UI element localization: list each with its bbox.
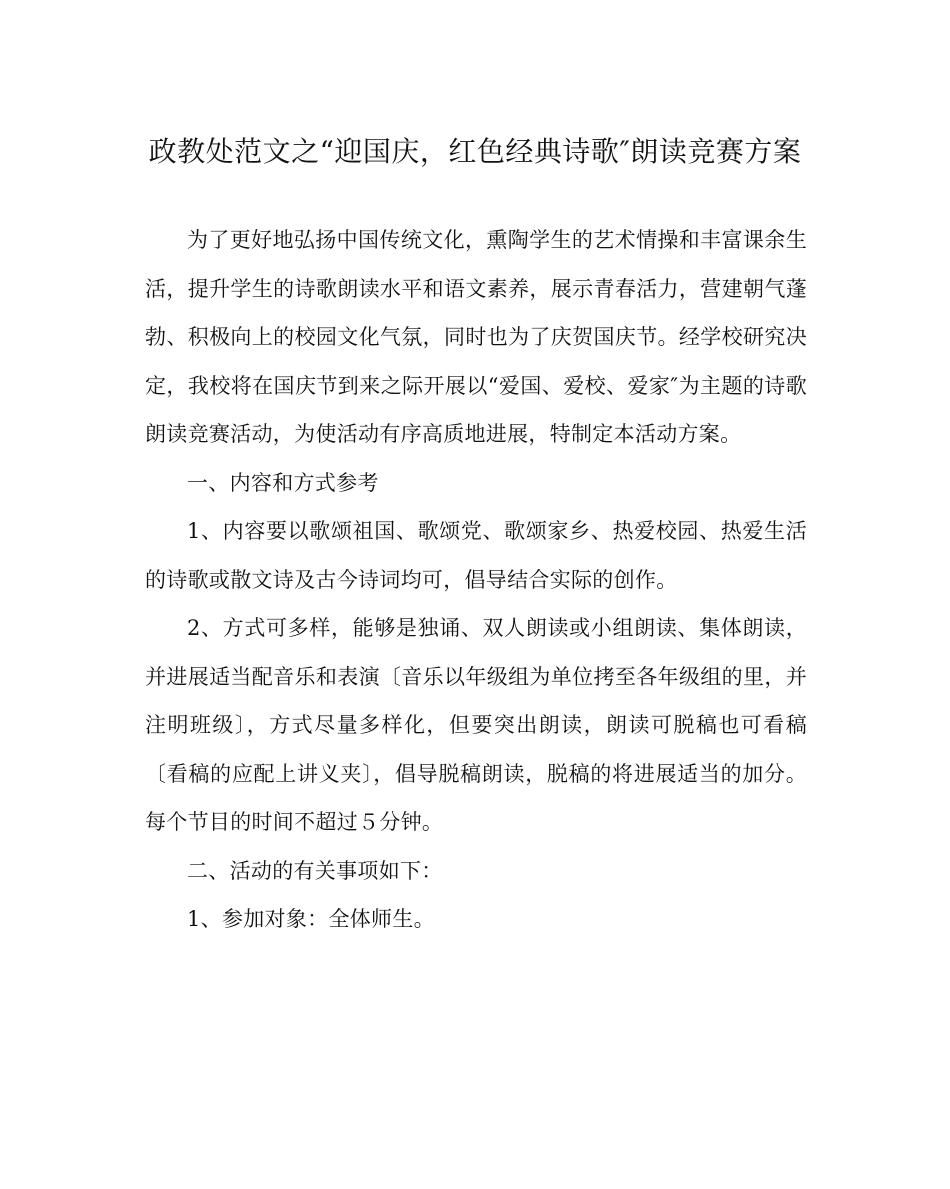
- intro-paragraph: 为了更好地弘扬中国传统文化，熏陶学生的艺术情操和丰富课余生活，提升学生的诗歌朗读水平和语文素养，展示青春活力，营建朝气蓬勃、积极向上的校园文化气氛，同时也为了庆贺国庆节。经学校研究决定，我校将在国庆节到来之际开展以“爱国、爱校、爱家″为主题的诗歌朗读竞赛活动，为使活动有序高质地进展，特制定本活动方案。: [145, 228, 807, 446]
- format-requirement-paragraph: 2、方式可多样，能够是独诵、双人朗读或小组朗读、集体朗读，并进展适当配音乐和表演〔音乐以年级组为单位拷至各年级组的里，并注明班级〕，方式尽量多样化，但要突出朗读，朗读可脱稿也可看稿〔看稿的应配上讲义夹〕，倡导脱稿朗读，脱稿的将进展适当的加分。每个节目的时间不超过５分钟。: [145, 616, 807, 834]
- participants-paragraph: 1、参加对象：全体师生。: [187, 907, 435, 931]
- document-title: 政教处范文之“迎国庆，红色经典诗歌″朗读竞赛方案: [148, 135, 802, 168]
- content-requirement-paragraph: 1、内容要以歌颂祖国、歌颂党、歌颂家乡、热爱校园、热爱生活的诗歌或散文诗及古今诗词均可，倡导结合实际的创作。: [145, 519, 807, 592]
- section-heading-content-and-format: 一、内容和方式参考: [187, 470, 379, 495]
- section-heading-activity-matters: 二、活动的有关事项如下：: [187, 858, 443, 883]
- document-body: [145, 216, 807, 944]
